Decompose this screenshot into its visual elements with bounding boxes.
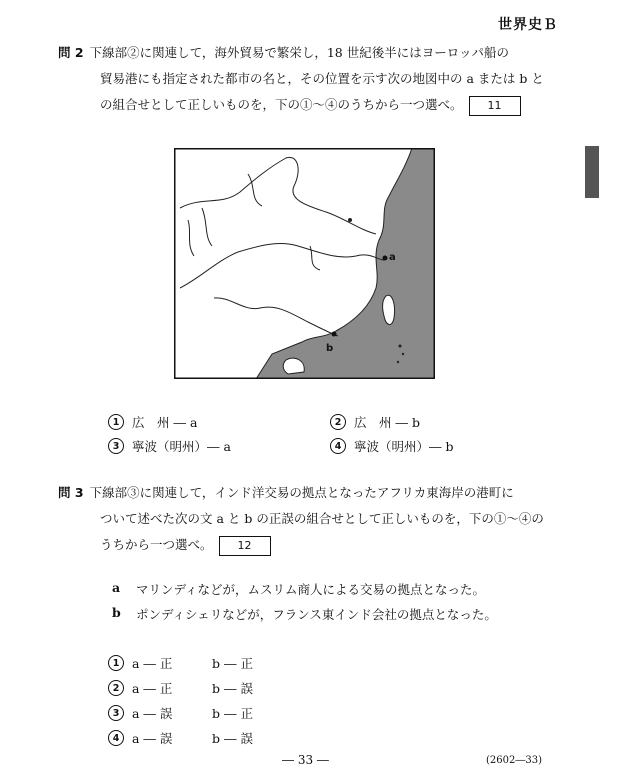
question-3-line3: うちから一つ選べ。	[100, 537, 213, 552]
option-number-2: 2	[330, 414, 346, 430]
statement-a	[112, 580, 485, 598]
statement-label: a	[112, 580, 121, 595]
option-text: 広 州 ― b	[354, 415, 420, 430]
option-b-value: b ― 正	[212, 656, 253, 671]
option-b-value: b ― 誤	[212, 681, 253, 696]
question-2-text	[58, 40, 558, 118]
option-b-value: b ― 誤	[212, 731, 253, 746]
river-branch-5	[248, 174, 262, 206]
answer-box-11: 11	[469, 96, 521, 116]
q2-option-4[interactable]	[330, 437, 453, 455]
q2-option-3[interactable]	[108, 437, 231, 455]
question-3-line1: 下線部③に関連して，インド洋交易の拠点となったアフリカ東海岸の港町に	[89, 485, 514, 500]
question-3-text	[58, 480, 558, 558]
yellow-river	[180, 157, 376, 234]
question-2-line3: の組合せとして正しいものを，下の①～④のうちから一つ選べ。	[100, 97, 463, 112]
map-label-b: b	[326, 343, 334, 354]
option-number-4: 4	[330, 438, 346, 454]
q3-option-2[interactable]	[108, 679, 253, 697]
option-a-value: a ― 正	[132, 681, 173, 696]
option-text: 寧波（明州）― a	[132, 439, 231, 454]
subject-header: 世界史Ｂ	[498, 17, 558, 33]
statement-label: b	[112, 605, 121, 620]
option-a-value: a ― 正	[132, 656, 173, 671]
question-3-number: 問 3	[58, 485, 84, 500]
option-a-value: a ― 誤	[132, 706, 173, 721]
option-text: 寧波（明州）― b	[354, 439, 454, 454]
q3-option-3[interactable]	[108, 704, 253, 722]
statement-text: ポンディシェリなどが，フランス東インド会社の拠点となった。	[136, 607, 497, 622]
option-number-3: 3	[108, 438, 124, 454]
yangtze-river	[180, 244, 384, 288]
question-2-number: 問 2	[58, 45, 84, 60]
river-branch-1	[214, 298, 338, 336]
answer-box-12: 12	[219, 536, 271, 556]
option-number-2: 2	[108, 680, 124, 696]
page-code: (2602―33)	[486, 755, 542, 766]
section-tab	[585, 146, 599, 198]
option-number-1: 1	[108, 414, 124, 430]
option-text: 広 州 ― a	[132, 415, 198, 430]
option-a-value: a ― 誤	[132, 731, 173, 746]
question-2-line1: 下線部②に関連して，海外貿易で繁栄し，18 世紀後半にはヨーロッパ船の	[89, 45, 509, 60]
river-branch-3	[310, 246, 320, 270]
map-label-a: a	[389, 252, 396, 263]
statement-text: マリンディなどが，ムスリム商人による交易の拠点となった。	[136, 582, 486, 597]
river-branch-2	[202, 208, 212, 246]
statement-b	[112, 605, 497, 623]
sea-area	[256, 148, 435, 379]
q2-option-1[interactable]	[108, 413, 197, 431]
china-coast-map	[174, 148, 435, 379]
question-2-line2: 貿易港にも指定された都市の名と，その位置を示す次の地図中の a または b と	[100, 71, 544, 86]
river-branch-4	[188, 220, 194, 256]
question-3-line2: ついて述べた次の文 a と b の正誤の組合せとして正しいものを，下の①～④の	[100, 511, 544, 526]
option-number-3: 3	[108, 705, 124, 721]
option-b-value: b ― 正	[212, 706, 253, 721]
q3-option-4[interactable]	[108, 729, 253, 747]
q2-option-2[interactable]	[330, 413, 420, 431]
option-number-1: 1	[108, 655, 124, 671]
option-number-4: 4	[108, 730, 124, 746]
q3-option-1[interactable]	[108, 654, 253, 672]
page-number: ― 33 ―	[282, 753, 329, 767]
